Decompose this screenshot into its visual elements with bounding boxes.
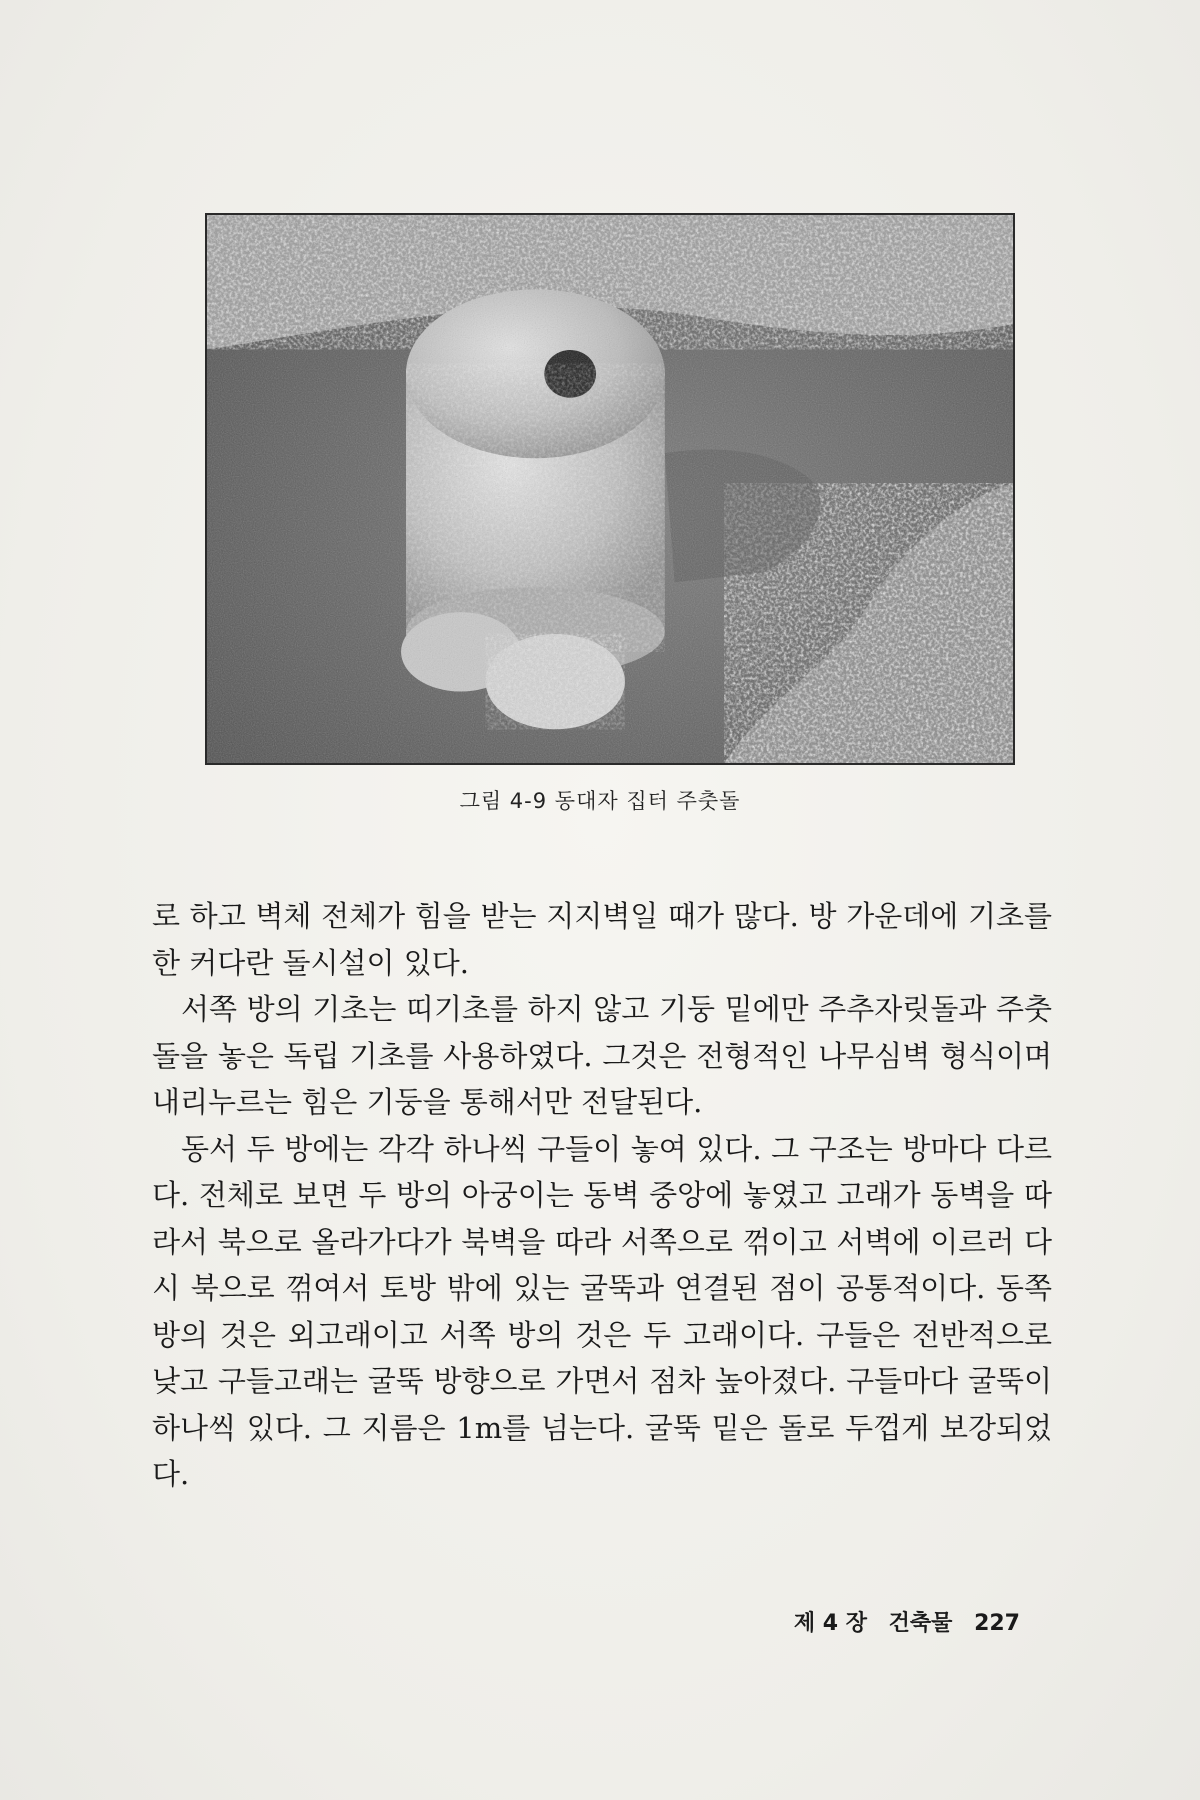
paragraph: 동서 두 방에는 각각 하나씩 구들이 놓여 있다. 그 구조는 방마다 다르다. 전체로 보면 두 방의 아궁이는 동벽 중앙에 놓였고 고래가 동벽을 따라서 북으로 올라가다가 북벽을 따라 서쪽으로 꺾이고 서벽에 이르러 다시 북으로 꺾여서 토방 밖에 있는 굴뚝과 연결된 점이 공통적이다. 동쪽 방의 것은 외고래이고 서쪽 방의 것은 두 고래이다. 구들은 전반적으로 낮고 구들고래는 굴뚝 방향으로 가면서 점차 높아졌다. 구들마다 굴뚝이 하나씩 있다. 그 지름은 1m를 넘는다. 굴뚝 밑은 돌로 두껍게 보강되었다. — [152, 1131, 1052, 1491]
photo-image — [207, 215, 1013, 763]
section-title: 건축물 — [888, 1611, 953, 1636]
chapter-label: 제 4 장 — [793, 1611, 867, 1636]
body-text — [152, 893, 1052, 1498]
paragraph: 서쪽 방의 기초는 띠기초를 하지 않고 기둥 밑에만 주추자릿돌과 주춧돌을 놓은 독립 기초를 사용하였다. 그것은 전형적인 나무심벽 형식이며 내리누르는 힘은 기둥을 통해서만 전달된다. — [152, 992, 1052, 1119]
photo-cornerstone — [205, 213, 1015, 765]
figure-caption: 그림 4-9 동대자 집터 주춧돌 — [459, 789, 741, 813]
paragraph: 로 하고 벽체 전체가 힘을 받는 지지벽일 때가 많다. 방 가운데에 기초를 한 커다란 돌시설이 있다. — [152, 899, 1052, 980]
page-footer — [794, 1606, 1020, 1637]
page-number: 227 — [974, 1611, 1020, 1636]
